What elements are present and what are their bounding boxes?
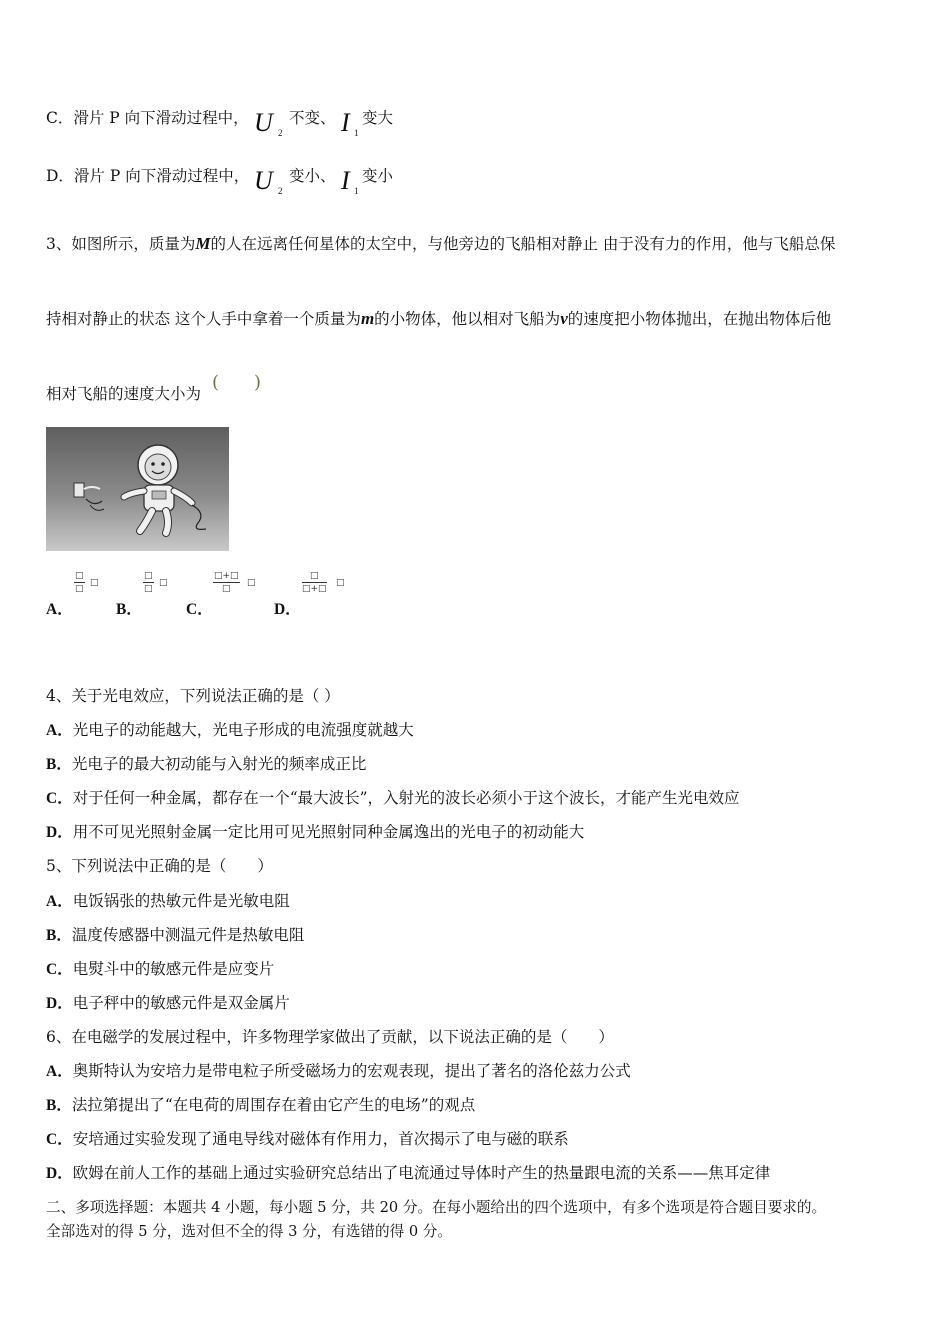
- option-text: 法拉第提出了“在电荷的周围存在着由它产生的电场”的观点: [71, 1096, 476, 1114]
- option-label: C．: [46, 1131, 73, 1148]
- symbol-u: U: [254, 108, 273, 137]
- q3-option-c[interactable]: [186, 597, 213, 619]
- option-label: D．: [46, 995, 73, 1012]
- q6-option-b[interactable]: [46, 1093, 475, 1115]
- option-label: D．: [46, 1165, 73, 1182]
- section2-heading-line2: 全部选对的得 5 分，选对但不全的得 3 分，有选错的得 0 分。: [46, 1223, 452, 1240]
- q4-option-c[interactable]: [46, 786, 740, 808]
- option-text: D．滑片 P 向下滑动过程中，: [46, 167, 250, 185]
- placeholder-box: □: [247, 578, 256, 588]
- option-text: 电饭锅张的热敏元件是光敏电阻: [72, 892, 290, 910]
- fraction-denominator: □+□: [302, 584, 327, 594]
- option-text: 光电子的最大初动能与入射光的频率成正比: [71, 755, 367, 773]
- option-text: C．滑片 P 向下滑动过程中，: [46, 109, 249, 127]
- astronaut-illustration: [46, 427, 229, 551]
- option-label: D．: [274, 601, 301, 618]
- placeholder-box: □: [159, 578, 168, 588]
- fraction-numerator: □: [144, 571, 153, 581]
- fraction: [143, 570, 154, 595]
- placeholder-box: □: [90, 578, 99, 588]
- option-text: 电子秤中的敏感元件是双金属片: [72, 994, 290, 1012]
- symbol-i: I: [341, 166, 350, 195]
- q3-line1: [46, 232, 835, 254]
- q5-option-d[interactable]: [46, 991, 290, 1013]
- option-text: 安培通过实验发现了通电导线对磁体有作用力，首次揭示了电与磁的联系: [72, 1130, 569, 1148]
- q3-line3: [46, 382, 201, 404]
- var-M: M: [195, 234, 211, 253]
- q3-text: 持相对静止的状态 这个人手中拿着一个质量为: [46, 310, 361, 328]
- option-text: 光电子的动能越大，光电子形成的电流强度就越大: [72, 721, 414, 739]
- q6-option-a[interactable]: [46, 1059, 631, 1081]
- option-label: C．: [186, 601, 213, 618]
- option-label: B．: [46, 756, 72, 773]
- fraction-numerator: □: [302, 570, 327, 583]
- fraction-denominator: □: [222, 584, 231, 594]
- fraction: [302, 570, 327, 595]
- option-label: B．: [46, 1097, 72, 1114]
- q6-option-d[interactable]: [46, 1161, 770, 1183]
- option-d-prev: [46, 164, 249, 186]
- subscript: 2: [278, 128, 283, 138]
- fraction-numerator: □: [75, 571, 84, 581]
- option-label: A．: [46, 1063, 73, 1080]
- symbol-u: U: [254, 166, 273, 195]
- q3-option-b[interactable]: [116, 597, 142, 619]
- option-text: 电熨斗中的敏感元件是应变片: [72, 960, 275, 978]
- q4-option-a[interactable]: [46, 718, 414, 740]
- subscript: 1: [354, 128, 359, 138]
- option-c-prev: [46, 106, 249, 128]
- q5-option-b[interactable]: [46, 923, 304, 945]
- fraction: [213, 570, 240, 595]
- placeholder-box: □: [336, 578, 345, 588]
- q3-text: 3、如图所示，质量为: [46, 235, 196, 253]
- answer-paren-open: (: [212, 372, 220, 393]
- option-text: 变大: [362, 109, 394, 127]
- q5-option-c[interactable]: [46, 957, 274, 979]
- fraction-denominator: □: [75, 584, 84, 594]
- q4-option-d[interactable]: [46, 820, 584, 842]
- answer-paren-close: ): [254, 372, 262, 393]
- var-m: m: [360, 309, 375, 328]
- option-label: C．: [46, 790, 73, 807]
- option-label: B．: [46, 927, 72, 944]
- option-label: A．: [46, 601, 73, 618]
- var-v: v: [560, 309, 568, 328]
- option-label: D．: [46, 824, 73, 841]
- option-label: A．: [46, 893, 73, 910]
- q6-stem: 6、在电磁学的发展过程中，许多物理学家做出了贡献，以下说法正确的是（ ）: [46, 1028, 614, 1046]
- option-text: 对于任何一种金属，都存在一个“最大波长”，入射光的波长必须小于这个波长，才能产生光电效应: [72, 789, 740, 807]
- option-text: 不变、: [289, 109, 336, 127]
- symbol-i: I: [341, 108, 350, 137]
- q3-option-d[interactable]: [274, 597, 301, 619]
- fraction-denominator: □: [144, 584, 153, 594]
- q3-text: 相对飞船的速度大小为: [46, 385, 202, 403]
- option-label: C．: [46, 961, 73, 978]
- q6-option-c[interactable]: [46, 1127, 569, 1149]
- subscript: 2: [278, 186, 283, 196]
- q3-text: 的人在远离任何星体的太空中，与他旁边的飞船相对静止 由于没有力的作用，他与飞船总保: [210, 235, 836, 253]
- astronaut-figure: [46, 427, 229, 551]
- option-text: 变小、: [289, 167, 336, 185]
- fraction: [74, 570, 85, 595]
- q5-option-a[interactable]: [46, 889, 290, 911]
- q3-line2: [46, 307, 831, 329]
- q4-stem: 4、关于光电效应，下列说法正确的是（ ）: [46, 687, 340, 705]
- fraction-numerator: □+□: [214, 571, 239, 581]
- option-text: 欧姆在前人工作的基础上通过实验研究总结出了电流通过导体时产生的热量跟电流的关系——焦耳定律: [72, 1164, 771, 1182]
- option-text: 奥斯特认为安培力是带电粒子所受磁场力的宏观表现，提出了著名的洛伦兹力公式: [72, 1062, 631, 1080]
- option-text: 变小: [362, 167, 394, 185]
- subscript: 1: [354, 186, 359, 196]
- q5-stem: 5、下列说法中正确的是（ ）: [46, 857, 273, 875]
- q3-text: 的速度把小物体抛出，在抛出物体后他: [567, 310, 832, 328]
- option-text: 用不可见光照射金属一定比用可见光照射同种金属逸出的光电子的初动能大: [72, 823, 585, 841]
- q3-option-a[interactable]: [46, 597, 73, 619]
- option-label: A．: [46, 722, 73, 739]
- q4-option-b[interactable]: [46, 752, 366, 774]
- option-label: B．: [116, 601, 142, 618]
- section2-heading-line1: 二、多项选择题：本题共 4 小题，每小题 5 分，共 20 分。在每小题给出的四个选项中，有多个选项是符合题目要求的。: [46, 1199, 827, 1216]
- option-text: 温度传感器中测温元件是热敏电阻: [71, 926, 305, 944]
- q3-text: 的小物体，他以相对飞船为: [374, 310, 561, 328]
